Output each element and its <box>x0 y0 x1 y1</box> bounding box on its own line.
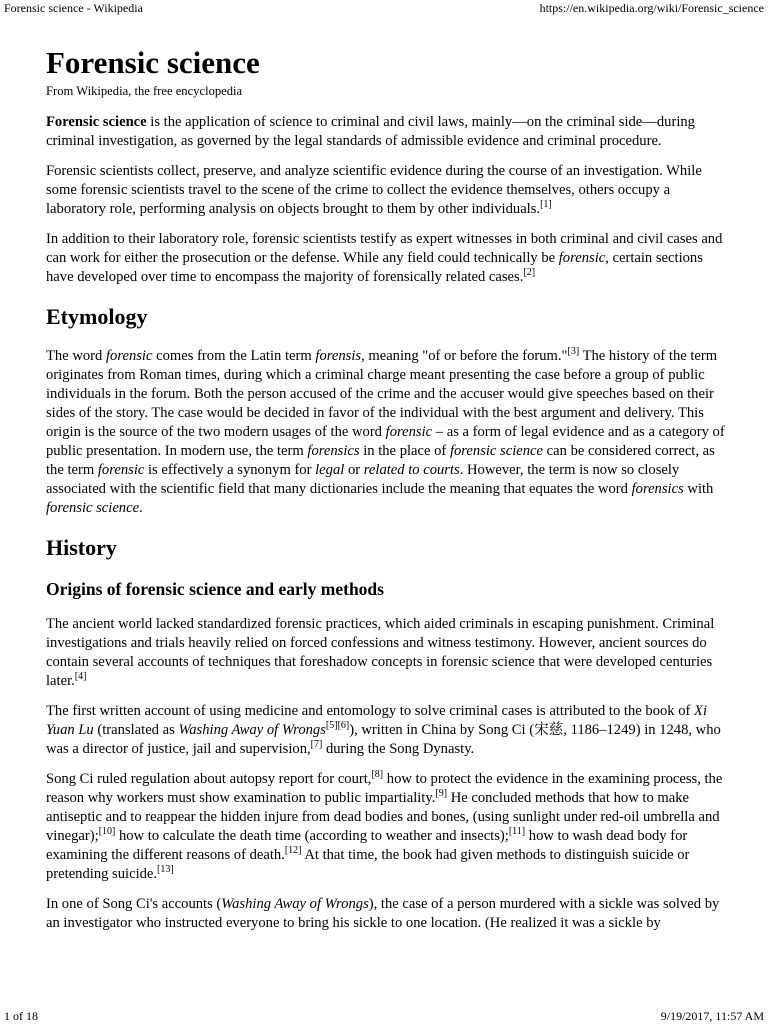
history-paragraph-4: In one of Song Ci's accounts (Washing Away of Wrongs), the case of a person murdered with a sickle was solved by an investigator who instructed everyone to bring his sickle to one location. (He realized it was a sickle by <box>46 896 720 931</box>
reference-link[interactable]: [5] <box>325 720 338 732</box>
reference-link[interactable]: [1] <box>540 199 552 211</box>
reference-link[interactable]: [10] <box>98 826 116 838</box>
print-footer <box>0 1008 768 1024</box>
print-tab-title: Forensic science - Wikipedia <box>4 1 143 15</box>
page-number: 1 of 18 <box>4 1009 38 1023</box>
reference-link[interactable]: [12] <box>284 845 302 857</box>
reference-link[interactable]: [4] <box>74 671 87 683</box>
reference-link[interactable]: [9] <box>435 788 448 800</box>
reference-link[interactable]: [11] <box>508 826 526 838</box>
intro-paragraph-2: Forensic scientists collect, preserve, and analyze scientific evidence during the course of an investigation. While some forensic scientists travel to the scene of the crime to collect the evidence themselves, others occupy a laboratory role, performing analysis on objects brought to them by other individuals.[1] <box>46 163 702 217</box>
section-heading-history: History <box>46 535 117 560</box>
intro-paragraph-1: Forensic science is the application of science to criminal and civil laws, mainly—on the criminal side—during criminal investigation, as governed by the legal standards of admissible evidence and criminal procedure. <box>46 114 695 149</box>
reference-link[interactable]: [13] <box>157 864 174 876</box>
section-heading-etymology: Etymology <box>46 304 148 329</box>
page-title: Forensic science <box>46 45 260 80</box>
history-paragraph-3: Song Ci ruled regulation about autopsy report for court,[8] how to protect the evidence in the examining process, the reason why workers must show examination to public impartiality.[9] He concluded methods that how to make antiseptic and to reappear the hidden injure from dead bodies and bones, (using sunlight under red-oil umbrella and vinegar);[10] how to calculate the death time (according to weather and insects);[11] how to wash dead body for examining the different reasons of death.[12] At that time, the book had given methods to distinguish suicide or pretending suicide.[13] <box>46 769 723 882</box>
reference-link[interactable]: [7] <box>310 739 323 751</box>
print-datetime: 9/19/2017, 11:57 AM <box>660 1009 764 1023</box>
subsection-heading-origins: Origins of forensic science and early methods <box>46 579 384 599</box>
history-paragraph-2: The first written account of using medicine and entomology to solve criminal cases is attributed to the book of Xi Yuan Lu (translated as Washing Away of Wrongs[5][6]), written in China by Song Ci (宋慈, 1186–1249) in 1248, who was a director of justice, jail and supervision,[7] during the Song Dynasty. <box>46 703 721 757</box>
reference-link[interactable]: [8] <box>371 769 384 781</box>
etymology-paragraph: The word forensic comes from the Latin term forensis, meaning "of or before the forum."[3] The history of the term originates from Roman times, during which a criminal charge meant presenting the case before a group of public individuals in the forum. Both the person accused of the crime and the accuser would give speeches based on their sides of the story. The case would be decided in favor of the individual with the best argument and delivery. This origin is the source of the two modern usages of the word forensic – as a form of legal evidence and as a category of public presentation. In modern use, the term forensics in the place of forensic science can be considered correct, as the term forensic is effectively a synonym for legal or related to courts. However, the term is now so closely associated with the scientific field that many dictionaries include the meaning that equates the word forensics with forensic science. <box>46 346 725 516</box>
intro-paragraph-3: In addition to their laboratory role, forensic scientists testify as expert witnesses in both criminal and civil cases and can work for either the prosecution or the defense. While any field could technically be forensic, certain sections have developed over time to encompass the majority of forensically related cases.[2] <box>46 231 723 285</box>
reference-link[interactable]: [6] <box>337 720 350 732</box>
article-term: Forensic science <box>46 114 147 130</box>
print-header <box>0 0 768 16</box>
reference-link[interactable]: [2] <box>523 267 536 279</box>
history-paragraph-1: The ancient world lacked standardized forensic practices, which aided criminals in escaping punishment. Criminal investigations and trials heavily relied on forced confessions and witness testimony. However, ancient sources do contain several accounts of techniques that foreshadow concepts in forensic science that were developed centuries later.[4] <box>46 616 715 689</box>
reference-link[interactable]: [3] <box>567 346 580 358</box>
article-content <box>46 44 726 944</box>
print-url: https://en.wikipedia.org/wiki/Forensic_science <box>539 1 764 15</box>
site-tagline: From Wikipedia, the free encyclopedia <box>46 84 243 98</box>
